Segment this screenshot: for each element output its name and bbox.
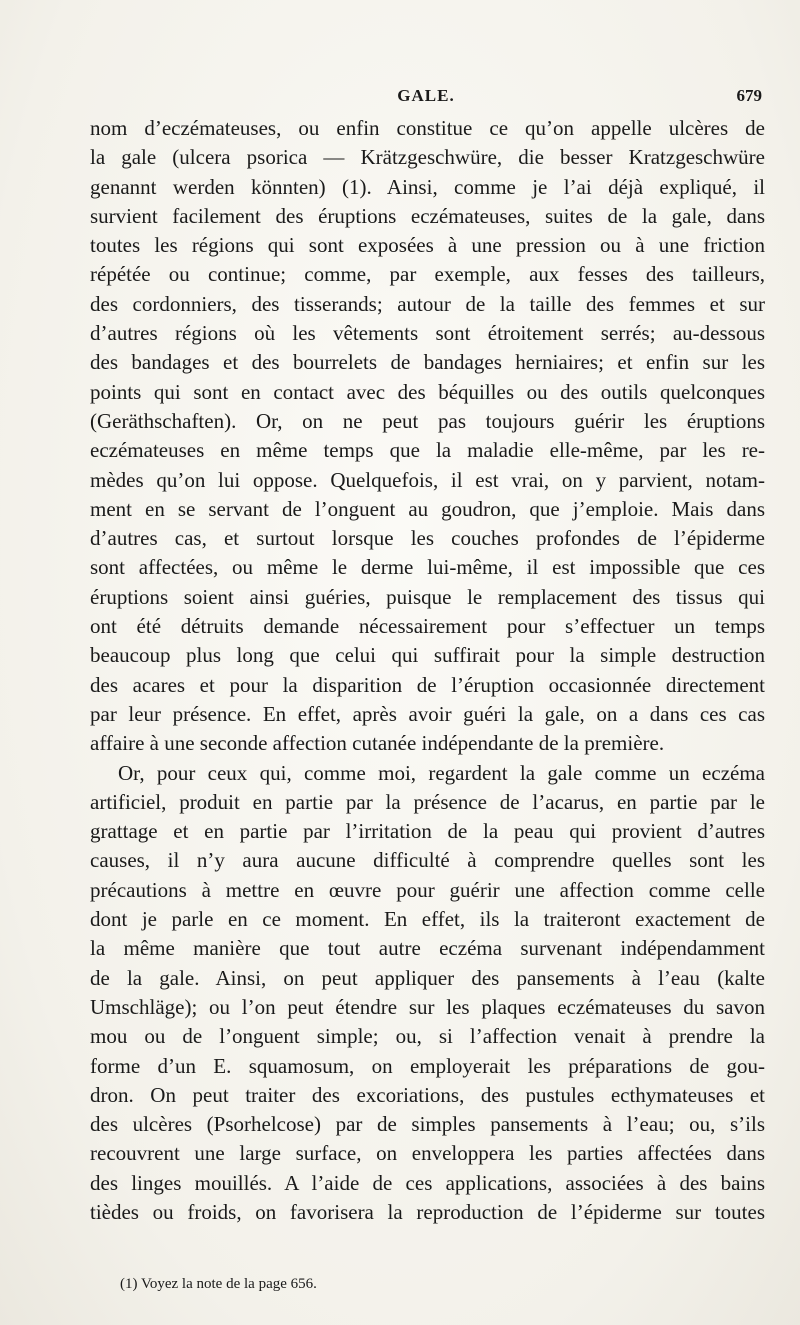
- text-line: la même manière que tout autre eczéma survenant indépendamment: [90, 936, 765, 961]
- running-title: GALE.: [397, 86, 455, 105]
- text-line: (Geräthschaften). Or, on ne peut pas toujours guérir les éruptions: [90, 408, 765, 433]
- text-line: dron. On peut traiter des excoriations, des pustules ecthymateuses et: [90, 1082, 765, 1107]
- text-line: des linges mouillés. A l’aide de ces applications, associées à des bains: [90, 1170, 765, 1195]
- page-number: 679: [736, 86, 762, 105]
- text-line: des bandages et des bourrelets de bandages herniaires; et enfin sur les: [90, 350, 765, 375]
- text-line: précautions à mettre en œuvre pour guérir une affection comme celle: [90, 877, 765, 902]
- text-line: dont je parle en ce moment. En effet, ils la traiteront exactement de: [90, 907, 765, 932]
- body-text: [90, 114, 765, 1227]
- text-line: répétée ou continue; comme, par exemple, aux fesses des tailleurs,: [90, 262, 765, 287]
- text-line: des acares et pour la disparition de l’éruption occasionnée directement: [90, 672, 765, 697]
- text-line: d’autres cas, et surtout lorsque les couches profondes de l’épiderme: [90, 526, 765, 551]
- text-line: affaire à une seconde affection cutanée indépendante de la première.: [90, 731, 665, 756]
- text-line: mou ou de l’onguent simple; ou, si l’affection venait à prendre la: [90, 1024, 765, 1049]
- text-line: de la gale. Ainsi, on peut appliquer des pansements à l’eau (kalte: [90, 965, 765, 990]
- text-line: grattage et en partie par l’irritation de la peau qui provient d’autres: [90, 819, 765, 844]
- text-line: sont affectées, ou même le derme lui-même, il est impossible que ces: [90, 555, 765, 580]
- text-line: toutes les régions qui sont exposées à une pression ou à une friction: [90, 233, 765, 258]
- footnote: (1) Voyez la note de la page 656.: [120, 1276, 317, 1292]
- text-line: Or, pour ceux qui, comme moi, regardent la gale comme un eczéma: [118, 760, 765, 785]
- text-line: tièdes ou froids, on favorisera la reproduction de l’épiderme sur toutes: [90, 1199, 765, 1224]
- text-line: par leur présence. En effet, après avoir guéri la gale, on a dans ces cas: [90, 701, 765, 726]
- text-line: d’autres régions où les vêtements sont étroitement serrés; au-dessous: [90, 321, 765, 346]
- text-line: forme d’un E. squamosum, on employerait les préparations de gou-: [90, 1053, 765, 1078]
- text-line: des cordonniers, des tisserands; autour de la taille des femmes et sur: [90, 291, 765, 316]
- text-line: genannt werden könnten) (1). Ainsi, comme je l’ai déjà expliqué, il: [90, 174, 765, 199]
- page-header: [90, 86, 762, 112]
- text-line: recouvrent une large surface, on enveloppera les parties affectées dans: [90, 1141, 765, 1166]
- text-line: points qui sont en contact avec des béquilles ou des outils quelconques: [90, 379, 765, 404]
- text-line: la gale (ulcera psorica — Krätzgeschwüre, die besser Kratzgeschwüre: [90, 145, 765, 170]
- text-line: causes, il n’y aura aucune difficulté à comprendre quelles sont les: [90, 848, 765, 873]
- text-line: des ulcères (Psorhelcose) par de simples pansements à l’eau; ou, s’ils: [90, 1112, 765, 1137]
- text-line: ment en se servant de l’onguent au goudron, que j’emploie. Mais dans: [90, 496, 765, 521]
- text-line: éruptions soient ainsi guéries, puisque le remplacement des tissus qui: [90, 584, 765, 609]
- text-line: nom d’eczémateuses, ou enfin constitue ce qu’on appelle ulcères de: [90, 116, 765, 140]
- text-line: survient facilement des éruptions eczémateuses, suites de la gale, dans: [90, 203, 765, 228]
- text-line: beaucoup plus long que celui qui suffirait pour la simple destruction: [90, 643, 765, 668]
- text-line: eczémateuses en même temps que la maladie elle-même, par les re-: [90, 438, 765, 463]
- text-line: mèdes qu’on lui oppose. Quelquefois, il est vrai, on y parvient, notam-: [90, 467, 765, 492]
- text-line: artificiel, produit en partie par la présence de l’acarus, en partie par le: [90, 789, 765, 814]
- text-line: ont été détruits demande nécessairement pour s’effectuer un temps: [90, 614, 765, 639]
- text-line: Umschläge); ou l’on peut étendre sur les plaques eczémateuses du savon: [90, 994, 765, 1019]
